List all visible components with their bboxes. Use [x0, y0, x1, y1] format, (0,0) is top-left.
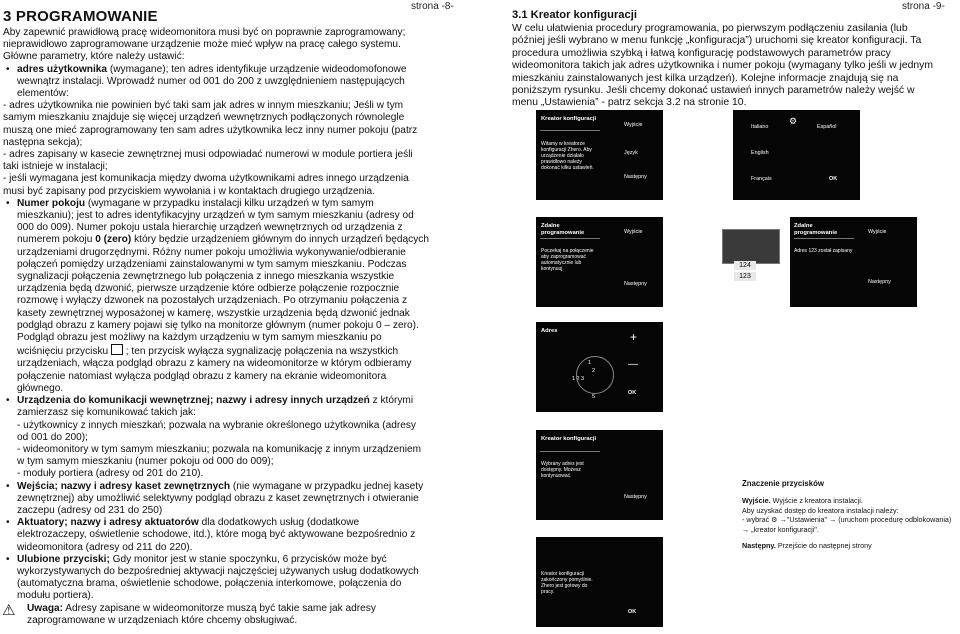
- exit-button[interactable]: Wyjście: [868, 229, 887, 235]
- keypad-icon: [722, 229, 780, 264]
- ok-button[interactable]: OK: [628, 390, 637, 396]
- plus-button[interactable]: +: [630, 330, 638, 344]
- legend-next: Następny. Przejście do następnej strony: [742, 540, 872, 550]
- screen-wizard-finished: [536, 537, 663, 627]
- exit-button[interactable]: Wyjście: [624, 122, 643, 128]
- bullet-room-number: • Numer pokoju (wymagane w przypadku instalacji kilku urządzeń w tym samym mieszkaniu); jest to adres identyfikacyjny urządzeń w tym samym mieszkaniu (adresy od 000 do 009). Numer pokoju ustala hierarchię urządzeń wewnętrznych od urządzenia z numerem pokoju 0 (zero) który będzie urządzeniem głównym do innych urządzeń będących urządzeniami drugorzędnymi. Różny numer pokoju umożliwia wykonywanie/odbieranie połączeń pomiędzy urządzeniami zainstalowanymi w tym samym mieszkaniu. Podczas sygnalizacji połączenia zewnętrznego lub połączenia z innego mieszkania wszystkie urządzenia będą dzwonić, pierwsze urządzenie które odbierze połączenie rozpocznie rozmowę i wyłączy dzwonek na pozostałych urządzeniach. Po otrzymaniu połączenia z kasety zewnętrznej wyposażonej w kamerę, wszystkie urządzenia będą dzwonić jednak podgląd obrazu z kamery pojawi się tylko na monitorze głównym (numer pokoju 0 – zero). Podgląd obrazu jest możliwy na każdym urządzeniu w tym samym mieszkaniu po wciśnięciu przycisku ; ten przycisk wyłącza sygnalizację połączenia na wszystkich urządzeniach, włącza podgląd obrazu z kamery na wideomonitorze w którym odbieramy połączenie natomiast wyłącza podgląd obrazu z kamery na ekranie wideomonitora głównego.: [6, 197, 429, 394]
- bullet-dot-icon: •: [6, 553, 10, 565]
- intro-paragraph: W celu ułatwienia procedury programowania, po pierwszym podłączeniu zasilania (lub później jeśli wybrano w menu funkcję „konfiguracja”) uruchomi się kreator konfiguracji. Ta procedura umożliwia szybką i łatwą konfigurację podstawowych parametrów pracy wideomonitora takich jak adres użytkownika i numer pokoju (wymagany tylko jeśli w jednym mieszkaniu zainstalowanych jest kilka urządzeń). Kolejne informacje znajdują się na poniższym rysunku. Jeśli chcemy dokonać ustawień innych parametrów należy wejść w menu „Ustawienia” - patrz sekcja 3.2 na stronie 10.: [512, 23, 933, 109]
- divider: [540, 130, 600, 131]
- bullet-dot-icon: •: [6, 517, 10, 529]
- screen-address-available: [536, 430, 663, 520]
- legend-exit: Wyjście. Wyjście z kreatora instalacji.: [742, 495, 863, 505]
- screen-body: Wybrany adres jest dostępny. Możesz kontynuować.: [541, 461, 584, 479]
- dial-center: 1 2 3: [572, 376, 584, 382]
- intro-paragraph: Aby zapewnić prawidłową pracę wideomonitora musi być on poprawnie zaprogramowany; nieprawidłowo zaprogramowane urządzenie może mieć wpływ na pracę całego systemu.: [3, 27, 406, 51]
- dash-item: - użytkownicy z innych mieszkań; pozwala na wybranie określonego użytkownika (adresy od 001 do 200);: [17, 419, 416, 443]
- address-dial-icon[interactable]: [576, 356, 614, 394]
- bullet-actuators: • Aktuatory; nazwy i adresy aktuatorów dla dodatkowych usług (dodatkowe elektrozaczepy, oświetlenie schodowe, itd.), które mogą być aktywowane bezpośrednio z wideomonitora (adresy od 211 do 220).: [6, 517, 416, 553]
- bullet-favorites: • Ulubione przyciski; Gdy monitor jest w stanie spoczynku, 6 przycisków może być wykorzystywanych do bezpośredniej aktywacji najczęściej używanych usług dodatkowych (automatyczna brama, oświetlenie schodowe, połączenia interkomowe, połączenia do modułu portiera).: [6, 553, 419, 602]
- ok-button[interactable]: OK: [628, 609, 637, 615]
- screen-body: Kreator konfiguracji zakończony pomyślnie. Zhero jest gotowy do pracy.: [541, 571, 593, 595]
- ok-button[interactable]: OK: [829, 176, 838, 182]
- bullet-user-address: • adres użytkownika (wymagane); ten adres identyfikuje urządzenie wideodomofonowe wewnątrz instalacji. Wprowadź numer od 001 do 200 z uwzględnieniem następujących elementów:: [6, 63, 407, 100]
- next-button[interactable]: Następny: [868, 279, 891, 285]
- section-heading: 3 PROGRAMOWANIE: [3, 8, 158, 25]
- address-field-old: 124: [734, 261, 756, 270]
- dash-item: - adres zapisany w kasecie zewnętrznej musi odpowiadać numerowi w module portiera jeśli taki istnieje w instalacji;: [3, 149, 413, 173]
- screen-address-saved: [790, 217, 917, 307]
- bullet-dot-icon: •: [6, 197, 10, 209]
- gear-icon[interactable]: ⚙: [789, 116, 798, 126]
- bullet-dot-icon: •: [6, 63, 10, 75]
- screen-body: Witamy w kreatorze konfiguracji Zhero. Aby urządzenie działało prawidłowo należy dokonać kilku ustawień.: [541, 141, 594, 171]
- legend-title: Znaczenie przycisków: [742, 479, 824, 488]
- screen-language: [733, 110, 860, 200]
- dial-digit-1: 1: [588, 360, 591, 366]
- screen-title: Kreator konfiguracji: [541, 436, 597, 442]
- language-button[interactable]: Język: [624, 150, 638, 156]
- dash-item: - wideomonitory w tym samym mieszkaniu; pozwala na komunikację z innym urządzeniem w tym samym mieszkaniu (numer pokoju od 000 do 009);: [17, 443, 422, 468]
- screen-title: Zdalne programowanie: [794, 223, 838, 236]
- dash-item: - moduły portiera (adresy od 201 do 210).: [17, 468, 204, 480]
- address-field-new: 123: [734, 272, 756, 281]
- screen-wizard-welcome: [536, 110, 663, 200]
- screen-keypad-address: [670, 217, 797, 307]
- language-english[interactable]: English: [751, 150, 769, 156]
- section-heading: 3.1 Kreator konfiguracji: [512, 9, 637, 21]
- screen-remote-programming: [536, 217, 663, 307]
- warning-icon: ⚠: [2, 601, 16, 619]
- camera-button-icon: [111, 344, 123, 355]
- dash-item: - jeśli wymagana jest komunikacja między dwoma użytkownikami adres innego urządzenia musi być zapisany pod przyciskiem wywołania i w kontaktach drugiego urządzenia.: [3, 173, 409, 197]
- warning-note: ⚠ Uwaga: Adresy zapisane w wideomonitorze muszą być takie same jak adresy zaprogramowane w urządzeniach które chcemy obsługiwać.: [2, 601, 376, 626]
- language-italiano[interactable]: Italiano: [751, 124, 769, 130]
- next-button[interactable]: Następny: [624, 494, 647, 500]
- screen-body: Adres 123 został zapisany: [794, 248, 853, 254]
- screen-body: Poczekaj na połączenie aby zaprogramować automatycznie lub kontynuuj: [541, 248, 594, 272]
- bullet-outputs: • Wejścia; nazwy i adresy kaset zewnętrznych (nie wymagane w przypadku jednej kasety zewnętrznej) aby umożliwić selektywny podgląd obrazu z kaset zewnętrznych i otwieranie zaczepu (adresy od 231 do 250): [6, 480, 424, 516]
- language-francais[interactable]: Français: [751, 176, 772, 182]
- page-number: strona -9-: [902, 1, 945, 12]
- dial-digit-5: 5: [592, 394, 595, 400]
- next-button[interactable]: Następny: [624, 281, 647, 287]
- screen-title: Kreator konfiguracji: [541, 116, 597, 122]
- divider: [540, 238, 600, 239]
- bullet-dot-icon: •: [6, 395, 10, 407]
- gear-icon: ⚙: [771, 515, 778, 525]
- exit-button[interactable]: Wyjście: [624, 229, 643, 235]
- divider: [794, 238, 854, 239]
- page-number: strona -8-: [411, 1, 454, 12]
- bullet-devices: • Urządzenia do komunikacji wewnętrznej; nazwy i adresy innych urządzeń z którymi zamierzasz się komunikować takich jak:: [6, 395, 414, 419]
- button-legend: [742, 479, 957, 551]
- left-body-text: [3, 27, 430, 627]
- screen-title: Zdalne programowanie: [541, 223, 585, 236]
- divider: [540, 451, 600, 452]
- dash-item: - adres użytkownika nie powinien być taki sam jak adres w innym mieszkaniu; Jeśli w tym samym mieszkaniu znajduje się więcej urządzeń wewnętrznych podłączonych równolegle muszą one mieć zaprogramowany ten sam adres użytkownika lecz inny numer pokoju (patrz następna sekcja);: [3, 100, 418, 148]
- next-button[interactable]: Następny: [624, 174, 647, 180]
- minus-button[interactable]: —: [628, 359, 638, 370]
- legend-exit-line3: - wybrać ⚙ →"Ustawienia" → (uruchom procedurę odblokowania) → „kreator konfiguracji".: [742, 515, 952, 535]
- screen-title: Adres: [541, 328, 558, 334]
- dial-digit-2: 2: [592, 368, 595, 374]
- params-intro: Główne parametry, które należy ustawić:: [3, 51, 185, 63]
- language-espanol[interactable]: Español: [817, 124, 837, 130]
- legend-exit-line2: Aby uzyskać dostęp do kreatora instalacji należy:: [742, 505, 899, 515]
- screen-address-input: [536, 322, 663, 412]
- bullet-dot-icon: •: [6, 480, 10, 492]
